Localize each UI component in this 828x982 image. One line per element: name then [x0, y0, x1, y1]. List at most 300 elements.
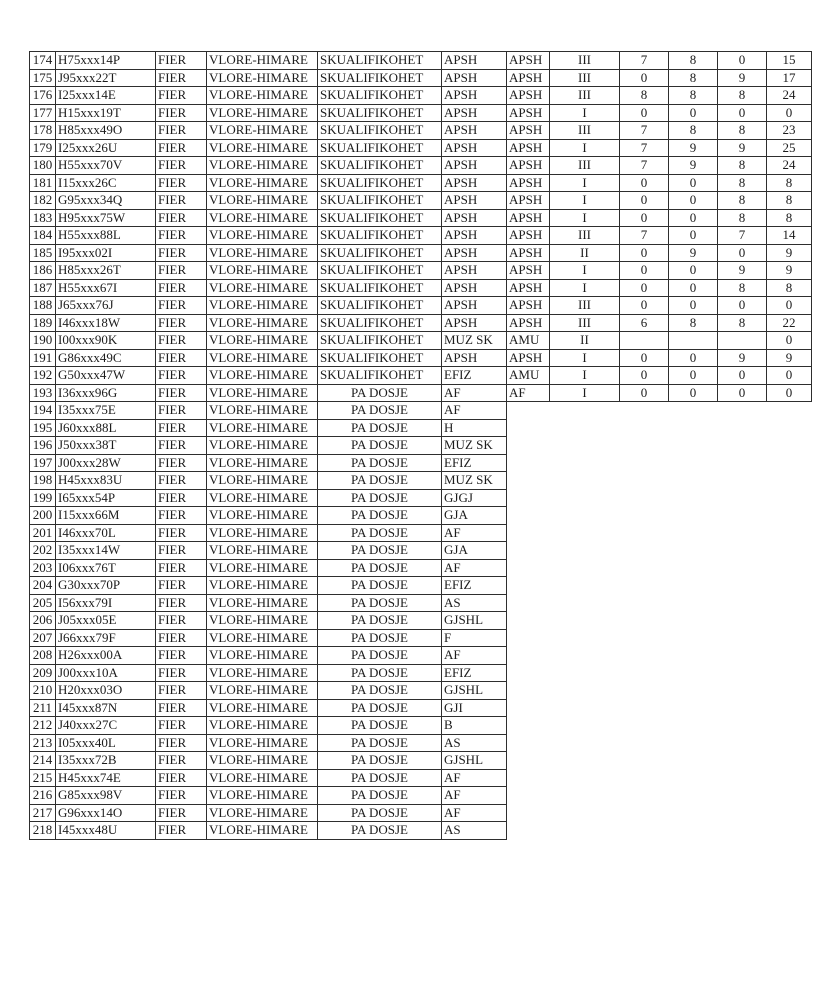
cell-score-2: 9	[669, 244, 718, 262]
empty-cell	[550, 699, 620, 717]
cell-zone: VLORE-HIMARE	[207, 314, 318, 332]
cell-score-2: 8	[669, 69, 718, 87]
empty-cell	[507, 489, 550, 507]
empty-cell	[767, 559, 812, 577]
cell-category: III	[550, 52, 620, 70]
cell-zone: VLORE-HIMARE	[207, 244, 318, 262]
table-row	[30, 542, 812, 560]
empty-cell	[669, 559, 718, 577]
cell-zone: VLORE-HIMARE	[207, 822, 318, 840]
cell-subject: APSH	[442, 69, 507, 87]
cell-status: PA DOSJE	[318, 524, 442, 542]
cell-row-number: 199	[30, 489, 56, 507]
cell-district: FIER	[156, 629, 207, 647]
cell-score-3: 9	[718, 139, 767, 157]
cell-candidate-id: I46xxx70L	[56, 524, 156, 542]
cell-row-number: 205	[30, 594, 56, 612]
cell-row-number: 180	[30, 157, 56, 175]
cell-category: III	[550, 227, 620, 245]
results-table-body	[30, 52, 812, 840]
table-row	[30, 769, 812, 787]
cell-status: SKUALIFIKOHET	[318, 139, 442, 157]
cell-candidate-id: H15xxx19T	[56, 104, 156, 122]
cell-district: FIER	[156, 314, 207, 332]
cell-subject-profile: APSH	[507, 227, 550, 245]
cell-candidate-id: H55xxx67I	[56, 279, 156, 297]
cell-subject: AF	[442, 384, 507, 402]
cell-row-number: 204	[30, 577, 56, 595]
cell-subject: GJA	[442, 507, 507, 525]
cell-row-number: 208	[30, 647, 56, 665]
cell-candidate-id: J40xxx27C	[56, 717, 156, 735]
cell-zone: VLORE-HIMARE	[207, 699, 318, 717]
empty-cell	[550, 542, 620, 560]
cell-candidate-id: I35xxx75E	[56, 402, 156, 420]
empty-cell	[620, 472, 669, 490]
cell-candidate-id: I06xxx76T	[56, 559, 156, 577]
empty-cell	[669, 699, 718, 717]
cell-score-3: 8	[718, 192, 767, 210]
cell-score-1: 7	[620, 122, 669, 140]
cell-status: PA DOSJE	[318, 472, 442, 490]
table-row	[30, 279, 812, 297]
cell-row-number: 209	[30, 664, 56, 682]
empty-cell	[507, 507, 550, 525]
cell-row-number: 197	[30, 454, 56, 472]
table-row	[30, 104, 812, 122]
cell-candidate-id: I15xxx66M	[56, 507, 156, 525]
empty-cell	[550, 524, 620, 542]
cell-score-3: 0	[718, 244, 767, 262]
cell-subject-profile: APSH	[507, 279, 550, 297]
empty-cell	[550, 594, 620, 612]
cell-status: PA DOSJE	[318, 419, 442, 437]
cell-district: FIER	[156, 717, 207, 735]
cell-subject: GJSHL	[442, 682, 507, 700]
cell-subject: EFIZ	[442, 367, 507, 385]
cell-zone: VLORE-HIMARE	[207, 804, 318, 822]
cell-score-2: 0	[669, 279, 718, 297]
cell-status: SKUALIFIKOHET	[318, 157, 442, 175]
cell-zone: VLORE-HIMARE	[207, 787, 318, 805]
cell-row-number: 216	[30, 787, 56, 805]
empty-cell	[620, 577, 669, 595]
cell-row-number: 184	[30, 227, 56, 245]
cell-district: FIER	[156, 139, 207, 157]
empty-cell	[507, 699, 550, 717]
table-row	[30, 209, 812, 227]
cell-zone: VLORE-HIMARE	[207, 612, 318, 630]
cell-candidate-id: H45xxx83U	[56, 472, 156, 490]
cell-candidate-id: J00xxx10A	[56, 664, 156, 682]
cell-category: III	[550, 297, 620, 315]
cell-subject: AF	[442, 787, 507, 805]
cell-row-number: 191	[30, 349, 56, 367]
empty-cell	[767, 647, 812, 665]
cell-score-2: 0	[669, 104, 718, 122]
cell-district: FIER	[156, 647, 207, 665]
cell-score-3: 0	[718, 297, 767, 315]
cell-zone: VLORE-HIMARE	[207, 69, 318, 87]
cell-subject-profile: APSH	[507, 262, 550, 280]
table-row	[30, 174, 812, 192]
empty-cell	[550, 717, 620, 735]
cell-subject: GJI	[442, 699, 507, 717]
cell-status: PA DOSJE	[318, 699, 442, 717]
cell-score-1: 6	[620, 314, 669, 332]
cell-category: III	[550, 87, 620, 105]
cell-subject: AF	[442, 524, 507, 542]
cell-score-1: 0	[620, 192, 669, 210]
empty-cell	[669, 437, 718, 455]
table-row	[30, 594, 812, 612]
cell-status: PA DOSJE	[318, 489, 442, 507]
empty-cell	[620, 402, 669, 420]
cell-score-2: 0	[669, 297, 718, 315]
cell-subject: AF	[442, 402, 507, 420]
cell-total: 9	[767, 349, 812, 367]
cell-category: I	[550, 209, 620, 227]
cell-zone: VLORE-HIMARE	[207, 419, 318, 437]
cell-subject: APSH	[442, 297, 507, 315]
empty-cell	[620, 524, 669, 542]
cell-subject: APSH	[442, 349, 507, 367]
cell-score-2: 0	[669, 192, 718, 210]
cell-category: I	[550, 192, 620, 210]
empty-cell	[507, 437, 550, 455]
empty-cell	[669, 752, 718, 770]
empty-cell	[620, 769, 669, 787]
empty-cell	[620, 629, 669, 647]
cell-zone: VLORE-HIMARE	[207, 384, 318, 402]
empty-cell	[550, 437, 620, 455]
cell-candidate-id: G85xxx98V	[56, 787, 156, 805]
empty-cell	[718, 577, 767, 595]
cell-status: PA DOSJE	[318, 594, 442, 612]
cell-subject-profile: AF	[507, 384, 550, 402]
cell-total: 0	[767, 297, 812, 315]
cell-subject: GJSHL	[442, 612, 507, 630]
cell-zone: VLORE-HIMARE	[207, 524, 318, 542]
cell-row-number: 207	[30, 629, 56, 647]
cell-candidate-id: G30xxx70P	[56, 577, 156, 595]
cell-row-number: 179	[30, 139, 56, 157]
cell-score-2: 0	[669, 227, 718, 245]
empty-cell	[620, 664, 669, 682]
empty-cell	[669, 629, 718, 647]
empty-cell	[620, 734, 669, 752]
cell-category: I	[550, 349, 620, 367]
cell-subject: APSH	[442, 279, 507, 297]
cell-score-1: 0	[620, 69, 669, 87]
cell-candidate-id: I36xxx96G	[56, 384, 156, 402]
cell-score-3: 8	[718, 209, 767, 227]
table-row	[30, 787, 812, 805]
empty-cell	[718, 454, 767, 472]
cell-zone: VLORE-HIMARE	[207, 297, 318, 315]
cell-row-number: 198	[30, 472, 56, 490]
table-row	[30, 157, 812, 175]
empty-cell	[718, 734, 767, 752]
cell-subject-profile: APSH	[507, 52, 550, 70]
cell-district: FIER	[156, 209, 207, 227]
empty-cell	[718, 507, 767, 525]
cell-row-number: 187	[30, 279, 56, 297]
empty-cell	[767, 804, 812, 822]
cell-subject-profile: APSH	[507, 104, 550, 122]
cell-zone: VLORE-HIMARE	[207, 437, 318, 455]
cell-zone: VLORE-HIMARE	[207, 769, 318, 787]
empty-cell	[718, 717, 767, 735]
cell-district: FIER	[156, 297, 207, 315]
cell-score-1: 0	[620, 104, 669, 122]
empty-cell	[620, 419, 669, 437]
cell-zone: VLORE-HIMARE	[207, 349, 318, 367]
table-row	[30, 437, 812, 455]
empty-cell	[767, 542, 812, 560]
empty-cell	[620, 594, 669, 612]
cell-status: PA DOSJE	[318, 769, 442, 787]
empty-cell	[718, 594, 767, 612]
empty-cell	[507, 787, 550, 805]
table-row	[30, 489, 812, 507]
empty-cell	[507, 822, 550, 840]
table-row	[30, 664, 812, 682]
empty-cell	[620, 647, 669, 665]
cell-total: 24	[767, 87, 812, 105]
empty-cell	[507, 559, 550, 577]
empty-cell	[669, 682, 718, 700]
cell-row-number: 218	[30, 822, 56, 840]
cell-row-number: 201	[30, 524, 56, 542]
cell-candidate-id: H75xxx14P	[56, 52, 156, 70]
empty-cell	[767, 577, 812, 595]
empty-cell	[620, 454, 669, 472]
cell-subject: APSH	[442, 192, 507, 210]
cell-status: PA DOSJE	[318, 822, 442, 840]
cell-subject: APSH	[442, 174, 507, 192]
table-row	[30, 507, 812, 525]
empty-cell	[669, 489, 718, 507]
cell-score-3: 8	[718, 279, 767, 297]
cell-subject-profile: APSH	[507, 349, 550, 367]
empty-cell	[669, 769, 718, 787]
cell-candidate-id: H55xxx88L	[56, 227, 156, 245]
cell-score-1: 0	[620, 244, 669, 262]
empty-cell	[620, 804, 669, 822]
empty-cell	[669, 577, 718, 595]
cell-status: PA DOSJE	[318, 629, 442, 647]
cell-subject: EFIZ	[442, 454, 507, 472]
cell-category: I	[550, 104, 620, 122]
cell-candidate-id: I56xxx79I	[56, 594, 156, 612]
cell-status: PA DOSJE	[318, 577, 442, 595]
results-table	[29, 51, 812, 840]
cell-score-1: 7	[620, 52, 669, 70]
empty-cell	[669, 787, 718, 805]
empty-cell	[550, 769, 620, 787]
table-row	[30, 139, 812, 157]
cell-score-3	[718, 332, 767, 350]
empty-cell	[767, 699, 812, 717]
cell-score-1: 7	[620, 157, 669, 175]
empty-cell	[718, 489, 767, 507]
cell-subject: F	[442, 629, 507, 647]
cell-candidate-id: J50xxx38T	[56, 437, 156, 455]
cell-district: FIER	[156, 454, 207, 472]
table-row	[30, 122, 812, 140]
cell-category: I	[550, 174, 620, 192]
empty-cell	[507, 647, 550, 665]
cell-status: PA DOSJE	[318, 804, 442, 822]
empty-cell	[767, 629, 812, 647]
cell-subject-profile: APSH	[507, 209, 550, 227]
cell-score-3: 0	[718, 52, 767, 70]
cell-row-number: 215	[30, 769, 56, 787]
cell-status: PA DOSJE	[318, 752, 442, 770]
empty-cell	[669, 612, 718, 630]
cell-district: FIER	[156, 227, 207, 245]
cell-row-number: 214	[30, 752, 56, 770]
table-row	[30, 524, 812, 542]
cell-score-1: 7	[620, 139, 669, 157]
cell-subject: MUZ SK	[442, 437, 507, 455]
table-row	[30, 577, 812, 595]
cell-category: I	[550, 367, 620, 385]
cell-status: PA DOSJE	[318, 437, 442, 455]
cell-category: II	[550, 332, 620, 350]
cell-row-number: 182	[30, 192, 56, 210]
cell-status: SKUALIFIKOHET	[318, 209, 442, 227]
cell-district: FIER	[156, 559, 207, 577]
cell-row-number: 190	[30, 332, 56, 350]
cell-candidate-id: I15xxx26C	[56, 174, 156, 192]
table-row	[30, 804, 812, 822]
cell-district: FIER	[156, 69, 207, 87]
cell-district: FIER	[156, 822, 207, 840]
empty-cell	[669, 804, 718, 822]
cell-score-1: 0	[620, 384, 669, 402]
cell-district: FIER	[156, 787, 207, 805]
table-row	[30, 262, 812, 280]
cell-status: PA DOSJE	[318, 507, 442, 525]
cell-zone: VLORE-HIMARE	[207, 594, 318, 612]
cell-category: III	[550, 157, 620, 175]
empty-cell	[550, 454, 620, 472]
empty-cell	[620, 612, 669, 630]
cell-zone: VLORE-HIMARE	[207, 647, 318, 665]
cell-score-2: 0	[669, 262, 718, 280]
cell-candidate-id: J95xxx22T	[56, 69, 156, 87]
table-row	[30, 384, 812, 402]
cell-status: SKUALIFIKOHET	[318, 349, 442, 367]
cell-candidate-id: I00xxx90K	[56, 332, 156, 350]
table-row	[30, 349, 812, 367]
table-row	[30, 52, 812, 70]
cell-district: FIER	[156, 104, 207, 122]
cell-district: FIER	[156, 472, 207, 490]
cell-district: FIER	[156, 542, 207, 560]
empty-cell	[507, 419, 550, 437]
cell-status: PA DOSJE	[318, 734, 442, 752]
cell-row-number: 200	[30, 507, 56, 525]
cell-total: 0	[767, 367, 812, 385]
empty-cell	[620, 752, 669, 770]
cell-district: FIER	[156, 769, 207, 787]
cell-row-number: 188	[30, 297, 56, 315]
cell-candidate-id: I05xxx40L	[56, 734, 156, 752]
cell-subject: AS	[442, 822, 507, 840]
cell-score-2: 0	[669, 174, 718, 192]
cell-candidate-id: G95xxx34Q	[56, 192, 156, 210]
cell-subject: APSH	[442, 52, 507, 70]
cell-zone: VLORE-HIMARE	[207, 87, 318, 105]
cell-score-3: 0	[718, 367, 767, 385]
empty-cell	[669, 647, 718, 665]
cell-row-number: 186	[30, 262, 56, 280]
cell-subject-profile: APSH	[507, 69, 550, 87]
cell-zone: VLORE-HIMARE	[207, 192, 318, 210]
empty-cell	[507, 612, 550, 630]
cell-subject: AS	[442, 734, 507, 752]
cell-status: SKUALIFIKOHET	[318, 367, 442, 385]
empty-cell	[507, 577, 550, 595]
empty-cell	[550, 664, 620, 682]
empty-cell	[669, 454, 718, 472]
cell-status: SKUALIFIKOHET	[318, 87, 442, 105]
empty-cell	[718, 559, 767, 577]
cell-score-1: 0	[620, 297, 669, 315]
cell-subject: APSH	[442, 262, 507, 280]
cell-subject: MUZ SK	[442, 472, 507, 490]
table-row	[30, 244, 812, 262]
empty-cell	[718, 804, 767, 822]
cell-subject: APSH	[442, 122, 507, 140]
cell-district: FIER	[156, 349, 207, 367]
cell-candidate-id: H55xxx70V	[56, 157, 156, 175]
empty-cell	[507, 664, 550, 682]
cell-zone: VLORE-HIMARE	[207, 122, 318, 140]
empty-cell	[767, 752, 812, 770]
cell-district: FIER	[156, 244, 207, 262]
table-row	[30, 699, 812, 717]
cell-total: 8	[767, 174, 812, 192]
empty-cell	[767, 402, 812, 420]
cell-candidate-id: J60xxx88L	[56, 419, 156, 437]
empty-cell	[767, 419, 812, 437]
empty-cell	[620, 489, 669, 507]
empty-cell	[550, 402, 620, 420]
cell-zone: VLORE-HIMARE	[207, 734, 318, 752]
cell-row-number: 181	[30, 174, 56, 192]
cell-row-number: 178	[30, 122, 56, 140]
cell-status: SKUALIFIKOHET	[318, 332, 442, 350]
cell-category: III	[550, 69, 620, 87]
empty-cell	[669, 717, 718, 735]
cell-candidate-id: J05xxx05E	[56, 612, 156, 630]
empty-cell	[718, 629, 767, 647]
table-row	[30, 367, 812, 385]
cell-status: SKUALIFIKOHET	[318, 297, 442, 315]
empty-cell	[550, 752, 620, 770]
empty-cell	[550, 822, 620, 840]
cell-subject: APSH	[442, 209, 507, 227]
table-row	[30, 69, 812, 87]
cell-zone: VLORE-HIMARE	[207, 52, 318, 70]
cell-score-1: 0	[620, 349, 669, 367]
cell-zone: VLORE-HIMARE	[207, 682, 318, 700]
empty-cell	[767, 787, 812, 805]
